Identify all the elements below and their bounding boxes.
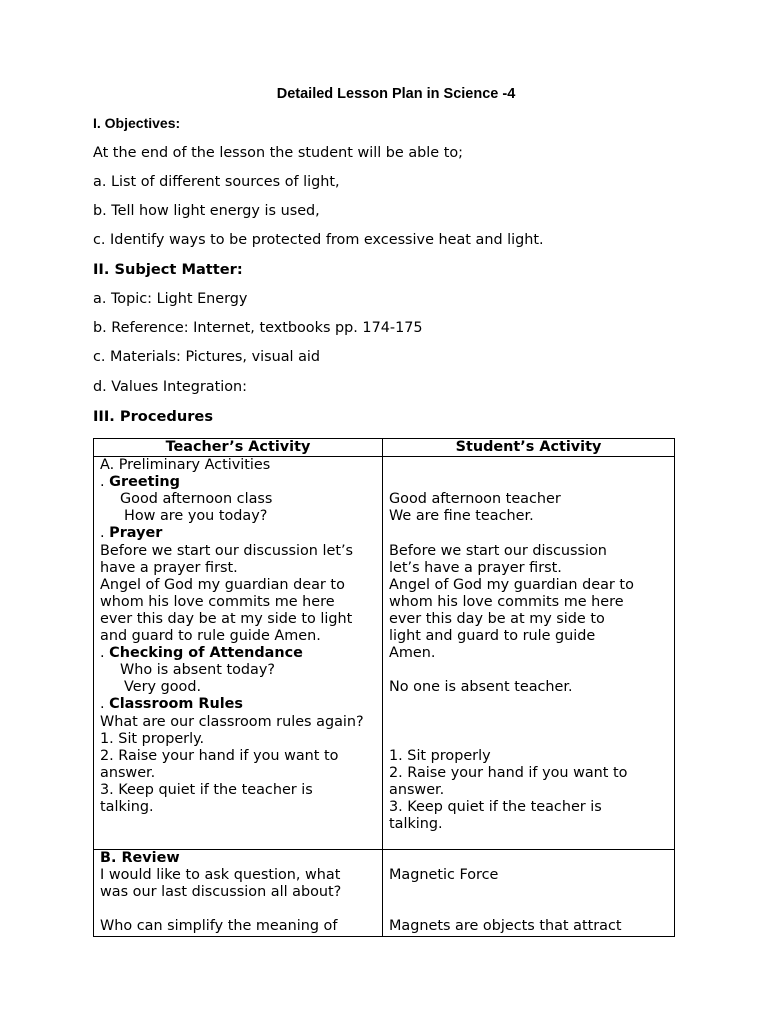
student-line: let’s have a prayer first. bbox=[389, 559, 562, 576]
student-line: Good afternoon teacher bbox=[389, 491, 561, 508]
teacher-line: and guard to rule guide Amen. bbox=[100, 628, 321, 645]
document-title: Detailed Lesson Plan in Science -4 bbox=[276, 86, 516, 102]
teacher-cell bbox=[94, 850, 383, 936]
rules-heading: . Classroom Rules bbox=[100, 696, 243, 713]
objectives-heading: I. Objectives: bbox=[93, 115, 181, 131]
table-header-row bbox=[94, 439, 675, 457]
student-line: Magnetic Force bbox=[389, 867, 499, 884]
teacher-line: Angel of God my guardian dear to bbox=[100, 576, 345, 593]
student-cell bbox=[383, 850, 675, 936]
teacher-cell bbox=[94, 457, 383, 850]
teacher-line: What are our classroom rules again? bbox=[100, 713, 364, 730]
student-activity-header: Student’s Activity bbox=[383, 439, 675, 457]
subject-matter-heading: II. Subject Matter: bbox=[93, 261, 243, 278]
student-line: answer. bbox=[389, 781, 445, 798]
attendance-heading: . Checking of Attendance bbox=[100, 645, 303, 662]
subject-matter-item: d. Values Integration: bbox=[93, 379, 248, 395]
student-line: ever this day be at my side to bbox=[389, 610, 605, 627]
teacher-line: answer. bbox=[100, 764, 156, 781]
teacher-line: Very good. bbox=[124, 679, 202, 696]
student-line: Angel of God my guardian dear to bbox=[389, 576, 634, 593]
teacher-line: Who can simplify the meaning of bbox=[100, 918, 338, 935]
subject-matter-item: c. Materials: Pictures, visual aid bbox=[93, 349, 321, 365]
student-line: talking. bbox=[389, 816, 443, 833]
student-line: light and guard to rule guide bbox=[389, 628, 596, 645]
student-cell bbox=[383, 457, 675, 850]
table-row bbox=[94, 457, 675, 850]
teacher-line: Before we start our discussion let’s bbox=[100, 542, 354, 559]
student-line: 1. Sit properly bbox=[389, 747, 491, 764]
review-heading: B. Review bbox=[100, 850, 180, 867]
teacher-line: ever this day be at my side to light bbox=[100, 610, 353, 627]
teacher-line: whom his love commits me here bbox=[100, 593, 335, 610]
subject-matter-item: b. Reference: Internet, textbooks pp. 174-175 bbox=[93, 320, 423, 336]
teacher-line: have a prayer first. bbox=[100, 559, 238, 576]
subject-matter-item: a. Topic: Light Energy bbox=[93, 291, 248, 307]
objective-item: b. Tell how light energy is used, bbox=[93, 203, 320, 219]
student-line: 2. Raise your hand if you want to bbox=[389, 764, 628, 781]
greeting-heading: . Greeting bbox=[100, 474, 180, 491]
student-line: We are fine teacher. bbox=[389, 508, 534, 525]
teacher-line: Good afternoon class bbox=[120, 491, 273, 508]
student-line: No one is absent teacher. bbox=[389, 679, 573, 696]
table-row bbox=[94, 850, 675, 936]
teacher-activity-header: Teacher’s Activity bbox=[94, 439, 383, 457]
student-line: 3. Keep quiet if the teacher is bbox=[389, 798, 602, 815]
procedures-table bbox=[93, 438, 675, 937]
teacher-line: Who is absent today? bbox=[120, 662, 275, 679]
teacher-line: was our last discussion all about? bbox=[100, 884, 342, 901]
student-line: Before we start our discussion bbox=[389, 542, 607, 559]
teacher-line: 1. Sit properly. bbox=[100, 730, 205, 747]
teacher-line: talking. bbox=[100, 798, 154, 815]
prayer-heading: . Prayer bbox=[100, 525, 163, 542]
teacher-line: 3. Keep quiet if the teacher is bbox=[100, 781, 313, 798]
student-line: Amen. bbox=[389, 645, 436, 662]
procedures-heading: III. Procedures bbox=[93, 408, 213, 425]
objective-item: a. List of different sources of light, bbox=[93, 174, 340, 190]
teacher-line: 2. Raise your hand if you want to bbox=[100, 747, 339, 764]
teacher-line: How are you today? bbox=[124, 508, 268, 525]
objective-item: c. Identify ways to be protected from excessive heat and light. bbox=[93, 232, 544, 248]
objectives-intro: At the end of the lesson the student will be able to; bbox=[93, 145, 464, 161]
student-line: Magnets are objects that attract bbox=[389, 918, 622, 935]
student-line: whom his love commits me here bbox=[389, 593, 624, 610]
teacher-line: I would like to ask question, what bbox=[100, 867, 341, 884]
preliminary-label: A. Preliminary Activities bbox=[100, 457, 271, 474]
